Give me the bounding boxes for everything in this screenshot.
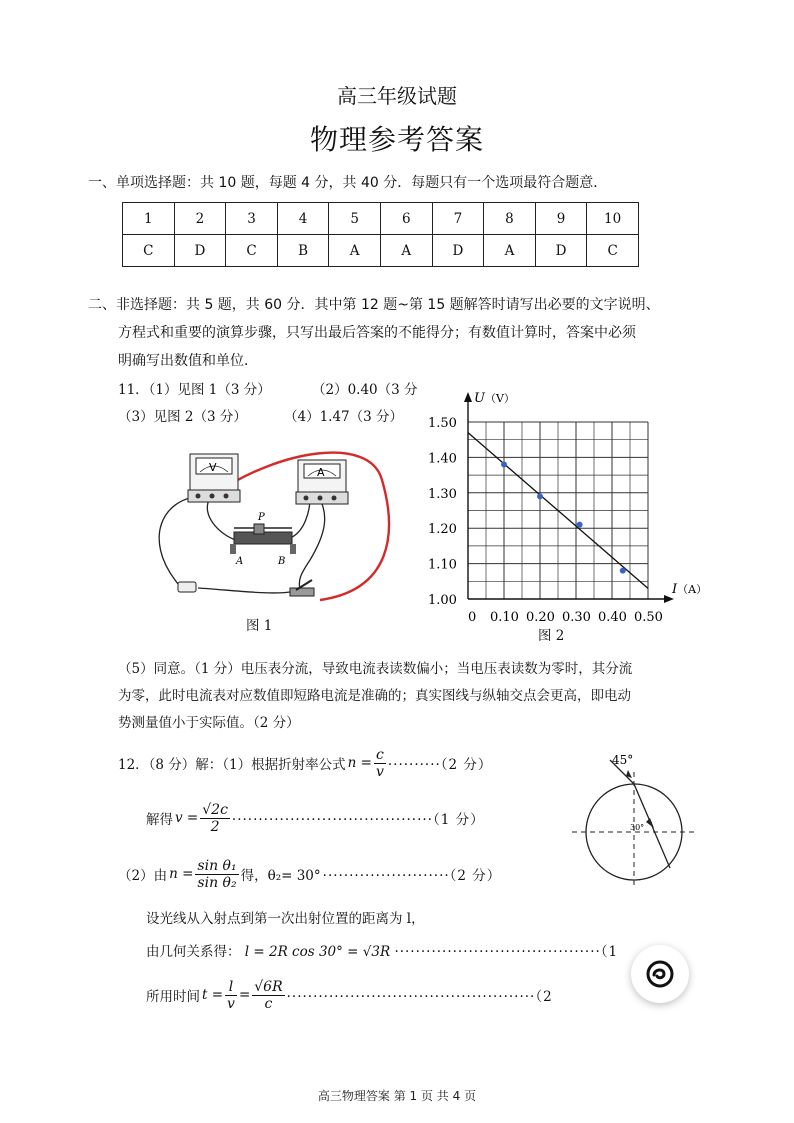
- wire-battery-switch: [198, 588, 290, 593]
- q12-step6: [146, 977, 553, 1013]
- q12-step1-score: ··········（2 分）: [387, 757, 493, 773]
- q12-fraction-v: [200, 802, 230, 835]
- x-tick-label: 0.20: [526, 610, 555, 625]
- q12-step6-score: ···············································（2: [286, 989, 553, 1005]
- figure2-caption: 图 2: [538, 628, 565, 644]
- answer-cell: A: [380, 235, 432, 267]
- chart-y-axis-label: [474, 391, 515, 406]
- y-tick-label: 1.20: [428, 522, 457, 538]
- question-number-cell: 4: [277, 203, 329, 235]
- u-i-chart: [420, 386, 720, 626]
- chart-x-axis-label: [671, 582, 707, 597]
- q12-step6-t-eq: t =: [202, 987, 224, 1003]
- frac-denominator: 2: [210, 818, 220, 835]
- figure1-caption: 图 1: [246, 618, 273, 634]
- x-tick-label: 0: [468, 610, 477, 625]
- chart-x-axis-symbol: I: [672, 582, 678, 597]
- q11-part1: 11．（1）见图 1（3 分）: [118, 382, 271, 398]
- answer-cell: D: [535, 235, 587, 267]
- chart-axes: [464, 392, 674, 603]
- frac-numerator: √2c: [202, 801, 228, 818]
- wire-ammeter-switch: [299, 496, 324, 590]
- q12-step3-label: （2）由: [118, 868, 168, 884]
- answer-cell: C: [226, 235, 278, 267]
- question-number-cell: 9: [535, 203, 587, 235]
- section1-heading: 一、单项选择题：共 10 题，每题 4 分，共 40 分．每题只有一个选项最符合题意．: [88, 175, 608, 191]
- question-number-cell: 2: [174, 203, 226, 235]
- refracted-arrow-icon: [646, 818, 654, 828]
- answer-table-answer-row: [123, 235, 639, 267]
- section2-heading-line1: 二、非选择题：共 5 题，共 60 分．其中第 12 题~第 15 题解答时请写出必要的文字说明、: [88, 297, 660, 313]
- data-point: [620, 568, 626, 574]
- frac-numerator: l: [225, 979, 237, 996]
- answer-cell: B: [277, 235, 329, 267]
- question-number-cell: 7: [432, 203, 484, 235]
- q12-step3: [118, 856, 501, 892]
- y-tick-label: 1.00: [428, 593, 457, 608]
- question-number-cell: 1: [123, 203, 175, 235]
- ammeter-label: A: [317, 466, 325, 479]
- q12-fraction-r-c: [252, 979, 284, 1012]
- q12-step1: [118, 746, 492, 780]
- angle-30-label: 30°: [630, 823, 645, 832]
- question-number-cell: 8: [484, 203, 536, 235]
- x-tick-label: 0.10: [490, 610, 519, 625]
- q11-part2: （2）0.40（3 分: [312, 382, 418, 398]
- chart-y-axis-unit: （V）: [484, 392, 515, 405]
- q12-step2-label: 解得: [146, 812, 173, 828]
- q11-part5-line3: 势测量值小于实际值。（2 分）: [118, 715, 300, 731]
- frac-denominator: v: [227, 995, 235, 1012]
- rheostat-end-b-label: B: [278, 556, 286, 567]
- answer-cell: D: [432, 235, 484, 267]
- rheostat-slider-label: P: [258, 512, 265, 523]
- q12-step3-result: 得，θ₂= 30°: [240, 868, 321, 884]
- frac-numerator: √6R: [254, 978, 283, 995]
- page-title: 物理参考答案: [309, 123, 484, 156]
- assistant-fab-button[interactable]: [631, 945, 689, 1003]
- q12-step5-label: 由几何关系得：: [146, 944, 241, 960]
- q12-v-eq: v =: [175, 810, 199, 826]
- x-tick-label: 0.40: [598, 610, 627, 625]
- q11-part3: （3）见图 2（3 分）: [118, 409, 247, 425]
- circuit-diagram: [140, 440, 410, 610]
- frac-numerator: sin θ₁: [197, 857, 237, 874]
- chart-x-axis-unit: （A）: [677, 583, 708, 596]
- y-tick-label: 1.40: [428, 451, 457, 467]
- frac-numerator: c: [374, 747, 386, 764]
- q11-part4: （4）1.47（3 分）: [284, 409, 404, 425]
- q12-step3-n-eq: n =: [169, 866, 194, 882]
- answer-cell: D: [174, 235, 226, 267]
- page-header-title: 高三年级试题: [337, 84, 457, 108]
- y-tick-label: 1.50: [428, 416, 457, 431]
- rheostat: [230, 524, 296, 554]
- q12-step4: 设光线从入射点到第一次出射位置的距离为 l，: [146, 911, 425, 927]
- q12-intro: 12．（8 分）解：（1）根据折射率公式: [118, 757, 346, 773]
- frac-denominator: sin θ₂: [197, 874, 237, 891]
- section2-heading-line3: 明确写出数值和单位．: [118, 353, 258, 369]
- question-number-cell: 6: [380, 203, 432, 235]
- battery: [178, 582, 196, 592]
- voltmeter-label: V: [209, 461, 217, 474]
- assistant-swirl-icon: [645, 959, 675, 989]
- q12-step2-score: ······································（1 分）: [231, 812, 485, 828]
- q12-step3-score: ························（2 分）: [322, 868, 502, 884]
- data-point: [577, 522, 583, 528]
- wire-rheostat-voltmeter: [207, 498, 236, 540]
- question-number-cell: 3: [226, 203, 278, 235]
- q12-fraction-c-v: [374, 747, 386, 780]
- answer-cell: C: [123, 235, 175, 267]
- chart-tick-labels: [428, 416, 663, 625]
- data-point: [537, 493, 543, 499]
- answer-table: [122, 202, 639, 267]
- q12-fraction-l-v: [225, 979, 237, 1012]
- refraction-diagram: [566, 748, 706, 888]
- answer-cell: A: [484, 235, 536, 267]
- q12-step5-score: ·······································（1: [394, 944, 619, 960]
- q11-part5-line2: 为零，此时电流表对应数值即短路电流是准确的；真实图线与纵轴交点会更高，即电动: [118, 688, 631, 704]
- switch: [290, 580, 314, 596]
- y-tick-label: 1.30: [428, 486, 457, 502]
- answer-table-number-row: [123, 203, 639, 235]
- frac-denominator: c: [264, 995, 273, 1012]
- frac-denominator: v: [375, 763, 384, 780]
- question-number-cell: 10: [587, 203, 639, 235]
- x-tick-label: 0.30: [562, 610, 591, 625]
- question-number-cell: 5: [329, 203, 381, 235]
- wire-voltmeter-battery: [159, 496, 200, 588]
- q12-step5-eq: l = 2R cos 30° = √3R: [244, 944, 391, 960]
- angle-45-label: 45°: [612, 753, 634, 767]
- answer-cell: C: [587, 235, 639, 267]
- answer-cell: A: [329, 235, 381, 267]
- chart-y-axis-symbol: U: [474, 391, 485, 406]
- q12-step5: [146, 940, 618, 960]
- q12-step6-equals: =: [238, 987, 251, 1003]
- q12-fraction-sin: [195, 858, 238, 891]
- section2-heading-line2: 方程式和重要的演算步骤，只写出最后答案的不能得分；有数值计算时，答案中必须: [118, 325, 636, 341]
- y-tick-label: 1.10: [428, 557, 457, 573]
- q12-step6-label: 所用时间: [146, 989, 200, 1005]
- page-footer: 高三物理答案 第 1 页 共 4 页: [317, 1089, 477, 1103]
- data-point: [501, 461, 507, 467]
- rheostat-end-a-label: A: [236, 556, 244, 567]
- q12-n-eq: n =: [347, 755, 372, 771]
- q12-step2: [146, 800, 485, 836]
- x-tick-label: 0.50: [634, 610, 663, 625]
- q11-part5-line1: （5）同意。（1 分）电压表分流，导致电流表读数偏小；当电压表读数为零时，其分流: [118, 661, 633, 677]
- y-axis-arrow-icon: [464, 392, 472, 402]
